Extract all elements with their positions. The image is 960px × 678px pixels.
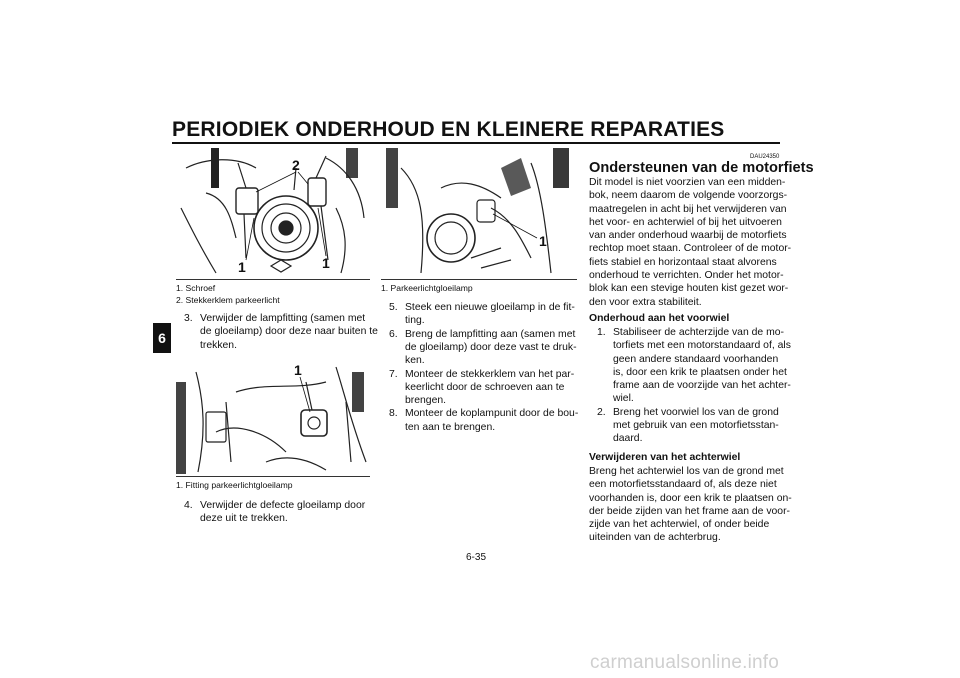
figure-3-image <box>381 148 577 278</box>
paragraph-line: een motorfietsstandaard of, als deze niet <box>589 479 777 491</box>
step-line: daard. <box>613 433 643 445</box>
paragraph-line: van ander onderhoud waarbij de motorfiets <box>589 230 787 242</box>
paragraph-line: blok kan een stevige houten kist gezet wor- <box>589 283 789 295</box>
caption-line: 1. Fitting parkeerlichtgloeilamp <box>176 480 293 490</box>
figure-1-caption-rule <box>176 279 370 280</box>
steps-5-8 <box>381 301 577 431</box>
header-rule <box>172 142 780 144</box>
step-number: 7. <box>389 368 398 380</box>
step-line: Monteer de stekkerklem van het par- <box>405 368 575 380</box>
step-line: torfiets met een motorstandaard of, als <box>613 340 791 352</box>
figure-1-caption <box>176 282 280 306</box>
caption-line: 2. Stekkerklem parkeerlicht <box>176 295 280 305</box>
step-line: wiel. <box>613 393 634 405</box>
figure-1-callout-1b: 1 <box>322 255 330 271</box>
figure-1-callout-1a: 1 <box>238 259 246 275</box>
section-heading: Ondersteunen van de motorfiets <box>589 160 814 176</box>
step-line: Breng de lampfitting aan (samen met <box>405 328 576 340</box>
chapter-tab: 6 <box>153 323 171 353</box>
step-number: 1. <box>597 327 606 338</box>
step-line: trekken. <box>200 339 237 351</box>
step-3 <box>176 312 378 357</box>
step-line: Stabiliseer de achterzijde van de mo- <box>613 327 784 338</box>
figure-3-callout-1: 1 <box>539 233 547 249</box>
step-line: ting. <box>405 315 425 327</box>
figure-3-caption <box>381 282 473 294</box>
step-line: de gloeilamp) door deze naar buiten te <box>200 326 378 338</box>
step-line: Verwijder de defecte gloeilamp door <box>200 500 366 511</box>
paragraph-line: zijde van het achterwiel, of onder beide <box>589 519 770 531</box>
step-number: 3. <box>184 313 193 324</box>
step-number: 5. <box>389 302 398 313</box>
step-line: Steek een nieuwe gloeilamp in de fit- <box>405 302 575 313</box>
step-line: met gebruik van een motorfietsstan- <box>613 420 779 432</box>
step-number: 2. <box>597 406 606 418</box>
step-number: 4. <box>184 500 193 511</box>
paragraph-line: uiteinden van de achterbrug. <box>589 532 721 544</box>
subheading-front-wheel: Onderhoud aan het voorwiel <box>589 313 730 324</box>
step-4 <box>176 499 370 529</box>
figure-1-callout-2: 2 <box>292 157 300 173</box>
intro-paragraph <box>589 176 792 309</box>
paragraph-line: voorhanden is, door een krik te plaatsen on- <box>589 492 792 504</box>
paragraph-line: rechtop moet staan. Controleer of de motor- <box>589 243 792 255</box>
step-line: ten aan te brengen. <box>405 421 496 433</box>
step-line: is, door een krik te plaatsen onder het <box>613 366 787 378</box>
subheading-rear-wheel: Verwijderen van het achterwiel <box>589 452 741 463</box>
step-line: Monteer de koplampunit door de bou- <box>405 408 579 420</box>
step-line: Breng het voorwiel los van de grond <box>613 406 779 418</box>
figure-1-image <box>176 148 370 278</box>
step-number: 6. <box>389 328 398 340</box>
figure-2-caption-rule <box>176 476 370 477</box>
paragraph-line: den voor extra stabiliteit. <box>589 296 702 308</box>
front-wheel-steps <box>589 326 791 446</box>
step-line: Verwijder de lampfitting (samen met <box>200 313 366 324</box>
caption-line: 1. Parkeerlichtgloeilamp <box>381 283 473 293</box>
step-line: de gloeilamp) door deze vast te druk- <box>405 341 577 353</box>
step-line: brengen. <box>405 395 447 407</box>
paragraph-line: maatregelen in acht bij het verwijderen van <box>589 203 787 215</box>
paragraph-line: het voor- en achterwiel of bij het uitvoeren <box>589 216 782 228</box>
figure-2-callout-1: 1 <box>294 362 302 378</box>
figure-2-caption <box>176 479 293 491</box>
paragraph-line: bok, neem daarom de volgende voorzorgs- <box>589 190 788 202</box>
watermark-text: carmanualsonline.info <box>590 652 780 673</box>
paragraph-line: onderhoud te verrichten. Onder het motor- <box>589 270 784 282</box>
paragraph-line: fiets stabiel en horizontaal staat alvorens <box>589 256 777 268</box>
step-line: geen andere standaard voorhanden <box>613 353 779 365</box>
step-line: frame aan de voorzijde van het achter- <box>613 380 791 392</box>
figure-3-caption-rule <box>381 279 577 280</box>
figure-2-image <box>176 362 370 474</box>
step-line: keerlicht door de schroeven aan te <box>405 381 565 393</box>
paragraph-line: Breng het achterwiel los van de grond met <box>589 466 784 477</box>
paragraph-line: der beide zijden van het frame aan de voor- <box>589 505 791 517</box>
rear-wheel-paragraph <box>589 465 792 545</box>
page-number: 6-35 <box>466 552 487 563</box>
paragraph-line: Dit model is niet voorzien van een midden- <box>589 177 786 188</box>
caption-line: 1. Schroef <box>176 283 216 293</box>
step-number: 8. <box>389 408 398 420</box>
page-title: PERIODIEK ONDERHOUD EN KLEINERE REPARATIES <box>172 118 725 141</box>
step-line: ken. <box>405 355 425 367</box>
step-line: deze uit te trekken. <box>200 513 288 525</box>
section-code: DAU24350 <box>750 154 780 160</box>
